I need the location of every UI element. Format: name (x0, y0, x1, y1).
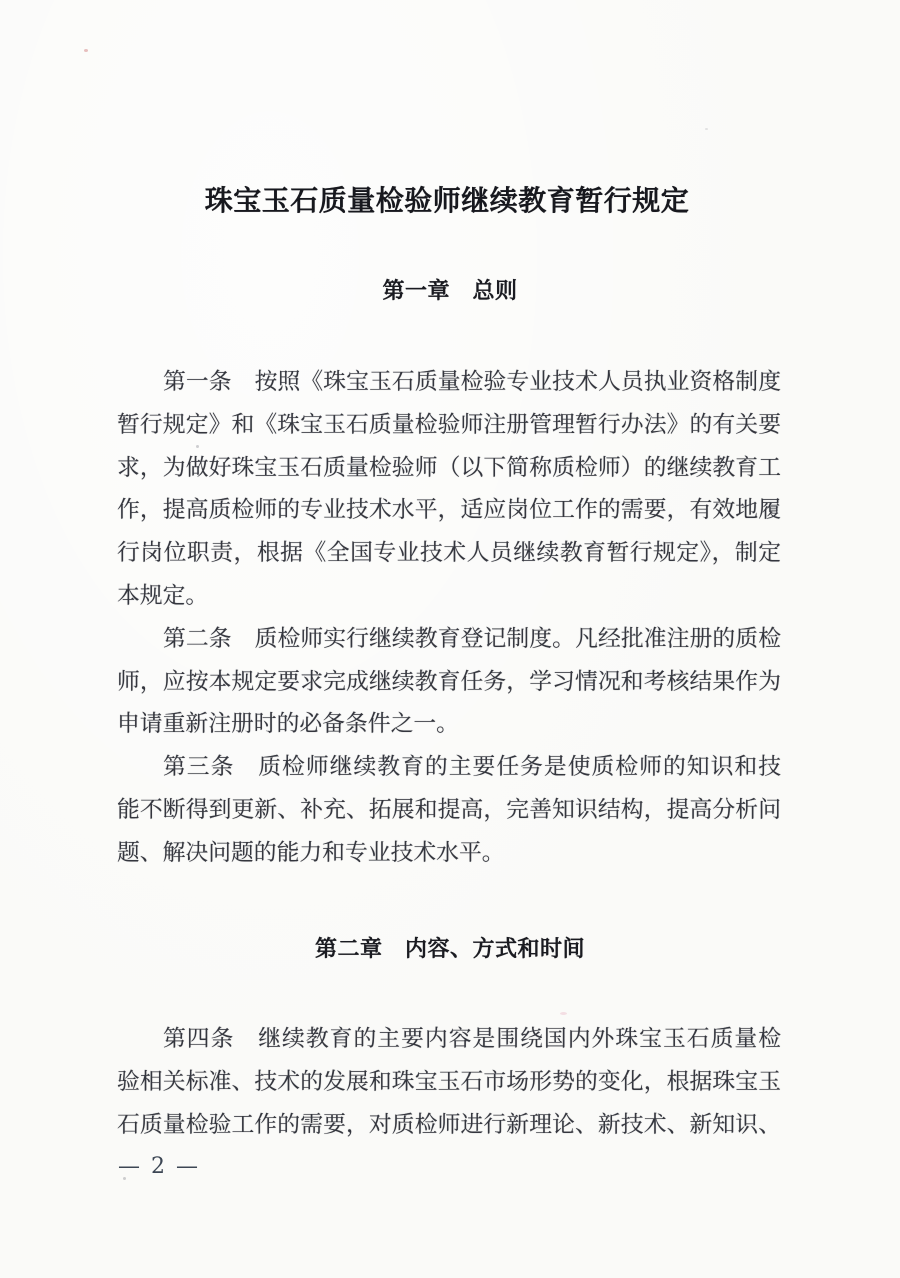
chapter-2-body (117, 1018, 781, 1146)
text-line-article-4-l3: 石质量检验工作的需要，对质检师进行新理论、新技术、新知识、 (117, 1111, 781, 1138)
scan-speck (84, 49, 88, 52)
chapter-1-heading: 第一章 总则 (382, 279, 518, 304)
chapter-1-body (117, 361, 781, 875)
text-line-article-1-l2: 暂行规定》和《珠宝玉石质量检验师注册管理暂行办法》的有关要 (117, 411, 781, 438)
text-line-article-4-l2: 验相关标准、技术的发展和珠宝玉石市场形势的变化，根据珠宝玉 (117, 1068, 781, 1095)
chapter-2-heading: 第二章 内容、方式和时间 (314, 937, 585, 962)
text-line-article-3-l1: 第三条 质检师继续教育的主要任务是使质检师的知识和技 (163, 754, 781, 781)
document-title: 珠宝玉石质量检验师继续教育暂行规定 (204, 184, 690, 217)
text-line-article-3-l2: 能不断得到更新、补充、拓展和提高，完善知识结构，提高分析问 (117, 796, 781, 823)
text-line-article-4-l1: 第四条 继续教育的主要内容是围绕国内外珠宝玉石质量检 (163, 1026, 781, 1052)
text-line-article-3-l3: 题、解决问题的能力和专业技术水平。 (117, 839, 505, 866)
text-line-article-1-l5: 行岗位职责，根据《全国专业技术人员继续教育暂行规定》，制定 (117, 540, 781, 567)
text-line-article-2-l1: 第二条 质检师实行继续教育登记制度。凡经批准注册的质检 (163, 625, 781, 652)
page-number: — 2 — (118, 1154, 200, 1179)
text-line-article-1-l1: 第一条 按照《珠宝玉石质量检验专业技术人员执业资格制度 (163, 369, 781, 395)
scan-speck (560, 1012, 567, 1015)
text-line-article-1-l3: 求，为做好珠宝玉石质量检验师（以下简称质检师）的继续教育工 (117, 454, 781, 481)
text-line-article-1-l4: 作，提高质检师的专业技术水平，适应岗位工作的需要，有效地履 (117, 497, 781, 524)
text-line-article-2-l3: 申请重新注册时的必备条件之一。 (117, 711, 459, 738)
text-line-article-1-l6: 本规定。 (117, 582, 209, 609)
text-line-article-2-l2: 师，应按本规定要求完成继续教育任务，学习情况和考核结果作为 (117, 668, 781, 695)
scan-speck (705, 128, 708, 130)
